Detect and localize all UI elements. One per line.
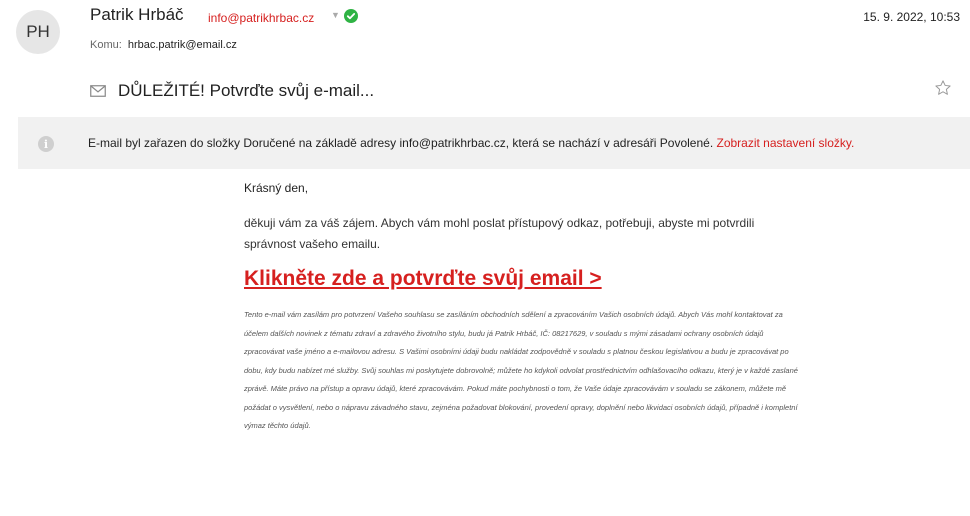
email-subject: DŮLEŽITÉ! Potvrďte svůj e-mail... <box>118 81 375 100</box>
email-greeting: Krásný den, <box>244 181 309 195</box>
legal-disclaimer: Tento e-mail vám zasílám pro potvrzení Vašeho souhlasu se zasíláním obchodních sdělení a zpracováním Vašich osobních údajů. Abych Vás mohl kontaktovat za účelem dalších novinek z tématu zdraví a zdravého životního stylu, budu já Patrik Hrbáč, IČ: 08217629, v souladu s mými zásadami ochrany osobních údajů zpracovávat vaše jméno a e-mailovou adresu. S Vašimi osobními údaji budu nakládat zodpovědně v souladu s platnou českou legislativou a budu je zpracovávat po dobu, kdy budu nabízet mé služby. Svůj souhlas mi poskytujete dobrovolně; můžete ho kdykoli odvolat prostřednictvím odhlašovacího odkazu, který je v každé zaslané zprávě. Máte právo na přístup a opravu údajů, které zpracovávám. Pokud máte pochybnosti o tom, že Vaše údaje zpracovávám v souladu se zákonem, můžete mě požádat o vysvětlení, nebo o nápravu závadného stavu, zejména požadovat blokování, provedení opravy, doplnění nebo likvidaci osobních údajů, případně i kompletní výmaz těchto údajů. <box>244 310 798 430</box>
sender-avatar[interactable]: PH <box>16 10 60 54</box>
folder-info-bar <box>18 117 970 169</box>
email-body <box>244 181 804 436</box>
envelope-icon <box>90 85 106 97</box>
recipient-address[interactable]: hrbac.patrik@email.cz <box>127 39 237 51</box>
sender-email-link[interactable]: info@patrikhrbac.cz <box>208 11 315 25</box>
recipient-label: Komu: <box>90 39 122 51</box>
star-icon[interactable] <box>934 79 952 97</box>
confirm-email-link[interactable]: Klikněte zde a potvrďte svůj email > <box>244 267 602 290</box>
message-date: 15. 9. 2022, 10:53 <box>863 10 960 24</box>
folder-settings-link[interactable]: Zobrazit nastavení složky. <box>716 136 855 150</box>
subject-row <box>90 80 374 102</box>
folder-info-message: E-mail byl zařazen do složky Doručené na základě adresy info@patrikhrbac.cz, která se nachází v adresáři Povolené. <box>88 136 714 150</box>
sender-menu-caret-icon[interactable]: ▼ <box>331 10 340 20</box>
recipient-row <box>90 39 237 51</box>
email-paragraph: děkuji vám za váš zájem. Abych vám mohl poslat přístupový odkaz, potřebuji, abyste mi potvrdili správnost vašeho emailu. <box>244 216 755 251</box>
sender-name[interactable]: Patrik Hrbáč <box>90 5 184 24</box>
verified-check-icon <box>344 9 358 23</box>
folder-info-text <box>88 136 854 150</box>
info-icon: i <box>38 136 54 152</box>
